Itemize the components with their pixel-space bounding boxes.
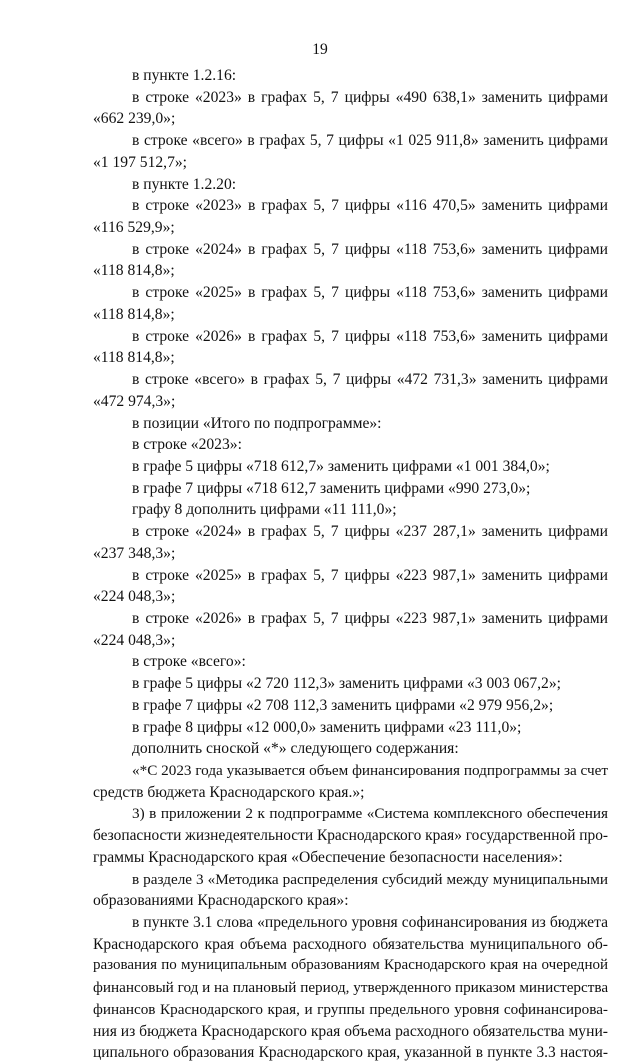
text-line: разования по муниципальным образованиям Краснодарского края на очередной [93,957,608,974]
text-line: безопасности жизнедеятельности Краснодарского края» государственной про- [93,827,608,845]
text-line: Краснодарского края объема расходного обязательства муниципального об- [93,935,608,953]
text-line: «118 814,8»; [93,262,175,280]
text-line: в графе 7 цифры «718 612,7 заменить цифрами «990 273,0»; [132,479,531,497]
text-line: в графе 7 цифры «2 708 112,3 заменить цифрами «2 979 956,2»; [132,696,554,714]
text-line: ния из бюджета Краснодарского края объема расходного обязательства муни- [93,1022,608,1040]
text-line: в позиции «Итого по подпрограмме»: [132,414,382,432]
text-line: в строке «2023»: [132,436,242,454]
text-line: в графе 5 цифры «2 720 112,3» заменить цифрами «3 003 067,2»; [132,675,561,693]
page-number: 19 [312,41,328,58]
text-line: «224 048,3»; [93,588,176,606]
text-line: в строке «всего»: [132,653,246,671]
text-line: финансовый год и на плановый период, утвержденного приказом министерства [93,979,608,997]
text-line: в графе 5 цифры «718 612,7» заменить цифрами «1 001 384,0»; [132,457,550,475]
text-line: 3) в приложении 2 к подпрограмме «Система комплексного обеспечения [132,805,608,823]
text-line: в строке «2025» в графах 5, 7 цифры «223 987,1» заменить цифрами [132,566,608,584]
document-body [93,65,608,1064]
text-line: «118 814,8»; [93,349,175,367]
text-line: средств бюджета Краснодарского края.»; [93,783,365,801]
text-line: «*С 2023 года указывается объем финансирования подпрограммы за счет [132,762,608,779]
text-line: в пункте 3.1 слова «предельного уровня софинансирования из бюджета [132,914,608,932]
text-line: «472 974,3»; [93,392,176,410]
text-line: дополнить сноской «*» следующего содержания: [132,740,459,758]
text-line: в пункте 1.2.20: [132,175,237,193]
text-line: «118 814,8»; [93,305,175,323]
text-line: в строке «2023» в графах 5, 7 цифры «116 470,5» заменить цифрами [132,197,608,215]
text-line: в строке «2026» в графах 5, 7 цифры «118 753,6» заменить цифрами [132,327,608,345]
text-line: ципального образования Краснодарского края, указанной в пункте 3.3 настоя- [93,1044,608,1062]
text-line: в строке «всего» в графах 5, 7 цифры «1 025 911,8» заменить цифрами [132,132,608,150]
text-line: граммы Краснодарского края «Обеспечение безопасности населения»: [93,848,563,866]
text-line: в строке «2024» в графах 5, 7 цифры «118 753,6» заменить цифрами [132,240,608,258]
text-line: в графе 8 цифры «12 000,0» заменить цифрами «23 111,0»; [132,718,522,736]
text-line: в строке «всего» в графах 5, 7 цифры «472 731,3» заменить цифрами [132,371,608,389]
text-line: «237 348,3»; [93,544,176,562]
text-line: финансов Краснодарского края, и группы предельного уровня софинансирова- [93,1000,608,1018]
text-line: образованиями Краснодарского края»: [93,892,349,910]
text-line: в разделе 3 «Методика распределения субсидий между муниципальными [132,870,608,888]
text-line: «1 197 512,7»; [93,153,187,171]
text-line: «662 239,0»; [93,110,176,128]
text-line: графу 8 дополнить цифрами «11 111,0»; [132,501,397,519]
text-line: в строке «2026» в графах 5, 7 цифры «223 987,1» заменить цифрами [132,609,608,627]
text-line: в строке «2023» в графах 5, 7 цифры «490 638,1» заменить цифрами [132,88,608,106]
text-line: в строке «2025» в графах 5, 7 цифры «118 753,6» заменить цифрами [132,284,608,302]
text-line: в пункте 1.2.16: [132,67,237,84]
text-line: «116 529,9»; [93,219,175,237]
text-line: в строке «2024» в графах 5, 7 цифры «237 287,1» заменить цифрами [132,523,608,541]
text-line: «224 048,3»; [93,631,176,649]
